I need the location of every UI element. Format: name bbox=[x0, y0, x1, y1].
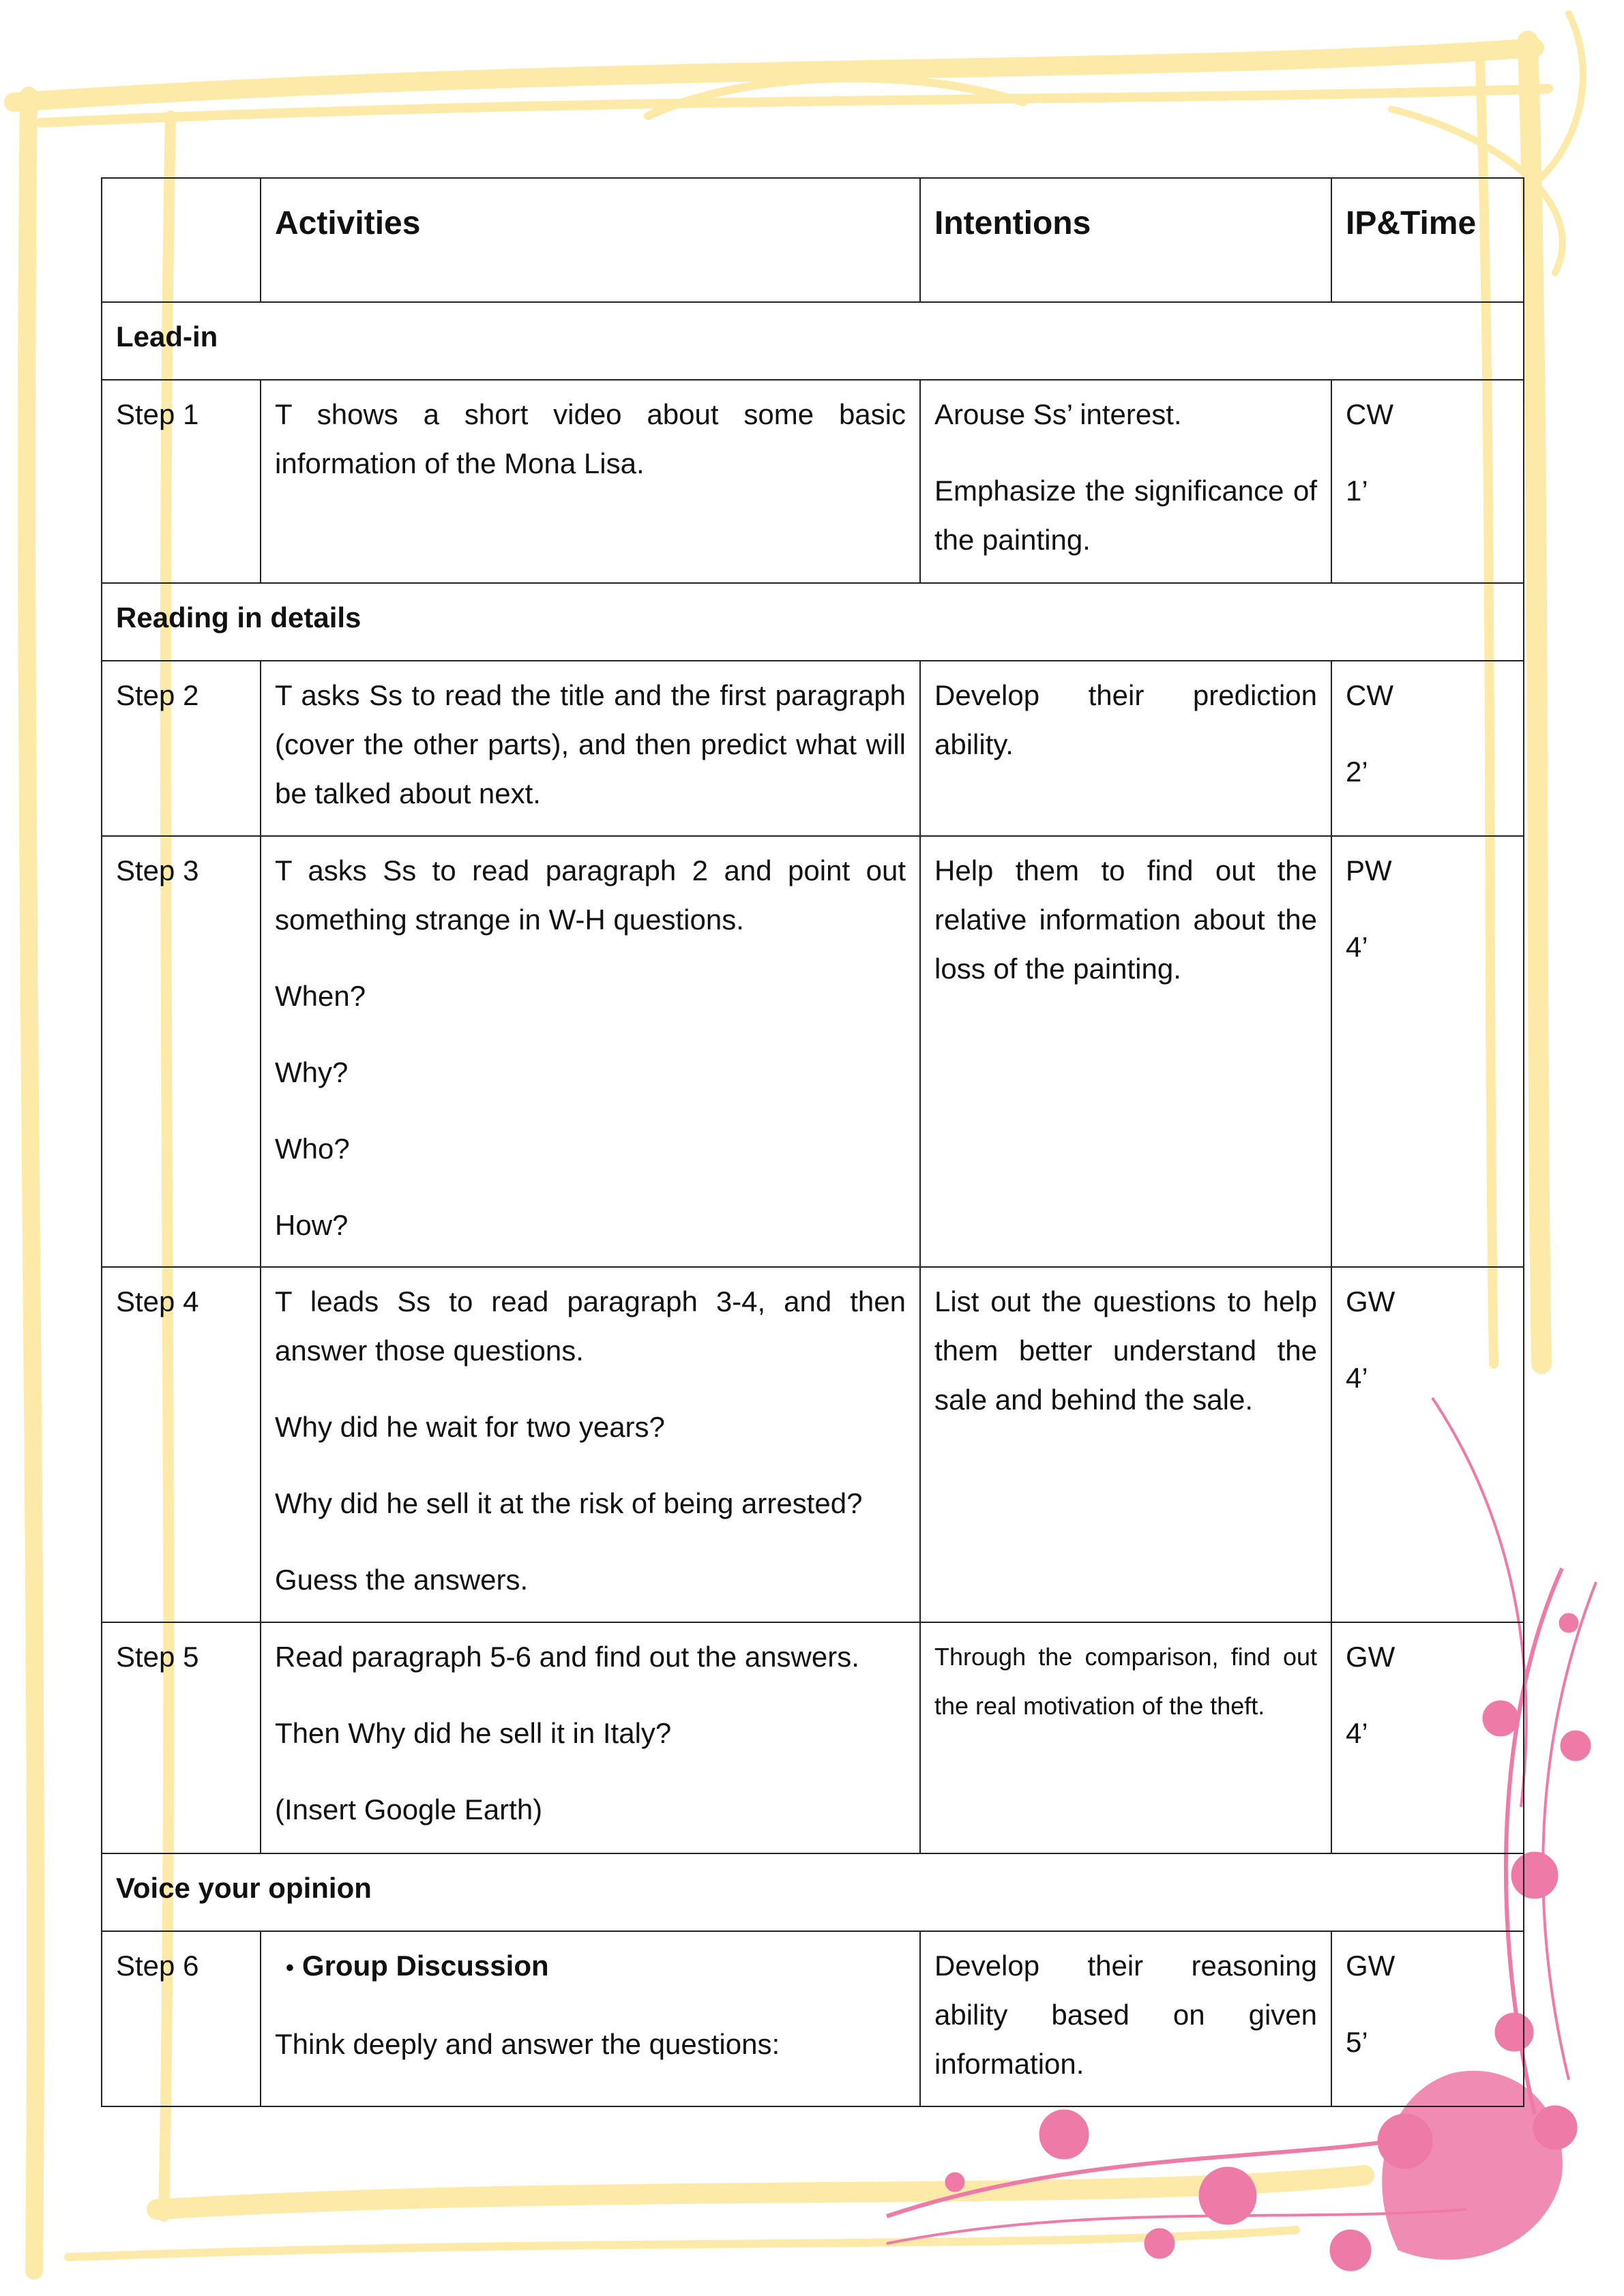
table-row bbox=[102, 1267, 1524, 1622]
header-step bbox=[102, 178, 261, 302]
activity-text: When? bbox=[275, 980, 366, 1012]
ip-label: CW bbox=[1346, 398, 1393, 430]
activity-text: Think deeply and answer the questions: bbox=[275, 2028, 780, 2060]
ip-label: GW bbox=[1346, 1285, 1396, 1317]
intention-text: Emphasize the significance of the painting. bbox=[934, 475, 1317, 556]
ip-label: CW bbox=[1346, 679, 1393, 711]
activity-bullet bbox=[275, 1941, 906, 1993]
time-label: 4’ bbox=[1346, 1717, 1368, 1749]
intentions-cell bbox=[920, 1622, 1331, 1853]
activities-cell bbox=[261, 380, 920, 583]
ip-time-cell bbox=[1331, 1267, 1524, 1622]
time-label: 5’ bbox=[1346, 2026, 1368, 2058]
intention-text: Develop their reasoning ability based on given information. bbox=[934, 1950, 1317, 2080]
activity-text: How? bbox=[275, 1209, 349, 1241]
table-row bbox=[102, 380, 1524, 583]
activity-text: (Insert Google Earth) bbox=[275, 1793, 543, 1825]
table-row bbox=[102, 1622, 1524, 1853]
table-header-row bbox=[102, 178, 1524, 302]
activity-text: Why did he wait for two years? bbox=[275, 1411, 665, 1443]
activity-text: Then Why did he sell it in Italy? bbox=[275, 1717, 672, 1749]
table-row bbox=[102, 836, 1524, 1267]
ip-label: PW bbox=[1346, 854, 1392, 886]
section-row bbox=[102, 302, 1524, 380]
activity-text: T leads Ss to read paragraph 3-4, and then answer those questions. bbox=[275, 1285, 906, 1367]
step-label: Step 2 bbox=[102, 661, 261, 836]
ip-time-cell bbox=[1331, 1622, 1524, 1853]
section-reading: Reading in details bbox=[102, 583, 1524, 661]
ip-time-cell bbox=[1331, 380, 1524, 583]
ip-time-cell bbox=[1331, 1931, 1524, 2106]
activities-cell bbox=[261, 1931, 920, 2106]
time-label: 2’ bbox=[1346, 756, 1368, 788]
table-row bbox=[102, 1931, 1524, 2106]
activity-bullet-text: Group Discussion bbox=[301, 1950, 549, 1982]
ip-time-cell bbox=[1331, 661, 1524, 836]
header-ip-time: IP&Time bbox=[1331, 178, 1524, 302]
ip-time-cell bbox=[1331, 836, 1524, 1267]
intention-text: Through the comparison, find out the real motivation of the theft. bbox=[934, 1643, 1317, 1720]
time-label: 1’ bbox=[1346, 475, 1368, 507]
intentions-cell bbox=[920, 1267, 1331, 1622]
activity-text: Why? bbox=[275, 1056, 349, 1088]
activity-text: Guess the answers. bbox=[275, 1564, 529, 1596]
section-voice: Voice your opinion bbox=[102, 1853, 1524, 1931]
step-label: Step 6 bbox=[102, 1931, 261, 2106]
lesson-plan-table bbox=[101, 177, 1524, 2107]
intentions-cell bbox=[920, 380, 1331, 583]
activity-text: Why did he sell it at the risk of being arrested? bbox=[275, 1487, 863, 1519]
activity-text: T asks Ss to read the title and the first paragraph (cover the other parts), and then predict what will be talked about next. bbox=[275, 679, 906, 809]
time-label: 4’ bbox=[1346, 931, 1368, 963]
header-activities: Activities bbox=[261, 178, 920, 302]
activity-text: T asks Ss to read paragraph 2 and point out something strange in W-H questions. bbox=[275, 854, 906, 936]
section-row bbox=[102, 1853, 1524, 1931]
ip-label: GW bbox=[1346, 1641, 1396, 1673]
step-label: Step 5 bbox=[102, 1622, 261, 1853]
intention-text: Arouse Ss’ interest. bbox=[934, 398, 1182, 430]
intentions-cell bbox=[920, 1931, 1331, 2106]
activity-text: Read paragraph 5-6 and find out the answers. bbox=[275, 1641, 859, 1673]
ip-label: GW bbox=[1346, 1950, 1396, 1982]
activities-cell bbox=[261, 1622, 920, 1853]
section-lead-in: Lead-in bbox=[102, 302, 1524, 380]
intentions-cell bbox=[920, 661, 1331, 836]
step-label: Step 3 bbox=[102, 836, 261, 1267]
intention-text: List out the questions to help them better understand the sale and behind the sale. bbox=[934, 1285, 1317, 1416]
step-label: Step 4 bbox=[102, 1267, 261, 1622]
activity-text: Who? bbox=[275, 1133, 350, 1165]
time-label: 4’ bbox=[1346, 1362, 1368, 1394]
intention-text: Develop their prediction ability. bbox=[934, 679, 1317, 760]
activities-cell bbox=[261, 836, 920, 1267]
table-row bbox=[102, 661, 1524, 836]
intentions-cell bbox=[920, 836, 1331, 1267]
section-row bbox=[102, 583, 1524, 661]
header-intentions: Intentions bbox=[920, 178, 1331, 302]
step-label: Step 1 bbox=[102, 380, 261, 583]
bullet-icon: • bbox=[286, 1955, 294, 1981]
activities-cell bbox=[261, 1267, 920, 1622]
activities-cell bbox=[261, 661, 920, 836]
intention-text: Help them to find out the relative information about the loss of the painting. bbox=[934, 854, 1317, 985]
activity-text: T shows a short video about some basic information of the Mona Lisa. bbox=[275, 398, 906, 479]
